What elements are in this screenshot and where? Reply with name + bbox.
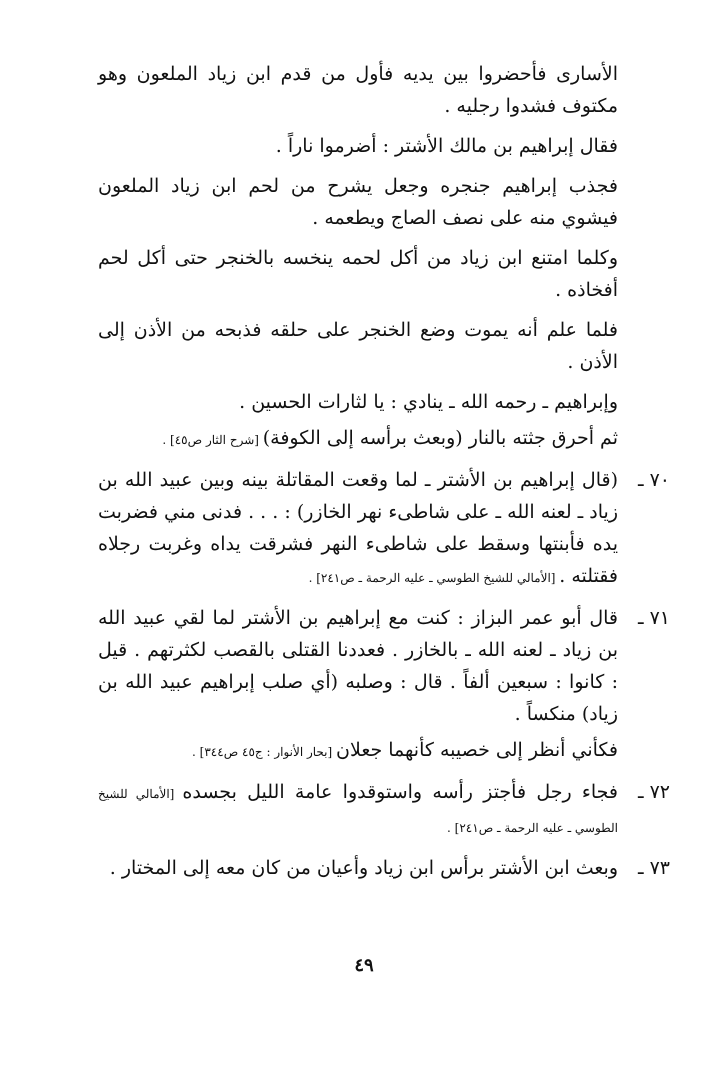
paragraph-text: فلما علم أنه يموت وضع الخنجر على حلقه فذبحه من الأذن إلى الأذن . (98, 319, 618, 373)
source-reference: [شرح الثار ص٤٥] . (162, 433, 263, 447)
paragraph (98, 734, 618, 768)
item-text: فجاء رجل فأجتز رأسه واستوقدوا عامة الليل بجسده (182, 781, 618, 803)
paragraph (98, 170, 618, 234)
source-reference: [الأمالي للشيخ الطوسي ـ عليه الرحمة ـ ص٢٤١] . (308, 571, 560, 585)
item-text: قال أبو عمر البزاز : كنت مع إبراهيم بن الأشتر لما لقي عبيد الله بن زياد ـ لعنه الله ـ بالخازر . فعددنا القتلى بالقصب لكثرتهم . قيل : كانوا : سبعين ألفاً . قال : وصلبه (أي صلب إبراهيم عبيد الله بن زياد) منكساً . (98, 607, 618, 725)
item-number: ٧٣ ـ (637, 857, 670, 879)
item-text: (قال إبراهيم بن الأشتر ـ لما وقعت المقاتلة بينه وبين عبيد الله بن زياد ـ لعنه الله ـ على شاطىء نهر الخازر) : . . . فدنى مني فضربت يده فأبنتها وسقط على شاطىء النهر فشرقت يداه وغربت رجلاه فقتلته . (98, 469, 618, 587)
paragraph-text: فقال إبراهيم بن مالك الأشتر : أضرموا ناراً . (275, 135, 618, 157)
paragraph-text: الأسارى فأحضروا بين يديه فأول من قدم ابن زياد الملعون وهو مكتوف فشدوا رجليه . (98, 63, 618, 117)
numbered-item (98, 852, 670, 884)
paragraph (98, 58, 618, 122)
numbered-item (98, 776, 670, 844)
paragraph-text: فجذب إبراهيم جنجره وجعل يشرح من لحم ابن زياد الملعون فيشوي منه على نصف الصاج ويطعمه . (98, 175, 618, 229)
page-number: ٤٩ (354, 955, 374, 976)
source-reference: [بحار الأنوار : ج٤٥ ص٣٤٤] . (192, 745, 337, 759)
paragraph-text: فكأني أنظر إلى خصيبه كأنهما جعلان (336, 739, 618, 761)
numbered-item (98, 602, 670, 730)
item-number: ٧٢ ـ (637, 781, 670, 803)
paragraph-text: ثم أحرق جثته بالنار (وبعث برأسه إلى الكوفة) (262, 427, 618, 449)
paragraph (98, 314, 618, 378)
paragraph-text: وكلما امتنع ابن زياد من أكل لحمه ينخسه بالخنجر حتى أكل لحم أفخاذه . (98, 247, 618, 301)
paragraph (98, 386, 618, 418)
paragraph (98, 422, 618, 456)
paragraph (98, 130, 618, 162)
source-reference: [الأمالي للشيخ الطوسي ـ عليه الرحمة ـ ص٢٤١] . (98, 787, 618, 835)
numbered-item (98, 464, 670, 594)
paragraph (98, 242, 618, 306)
page-body (98, 58, 670, 892)
item-number: ٧١ ـ (637, 607, 670, 629)
item-text: وبعث ابن الأشتر برأس ابن زياد وأعيان من كان معه إلى المختار . (109, 857, 618, 879)
paragraph-text: وإبراهيم ـ رحمه الله ـ ينادي : يا لثارات الحسين . (239, 391, 618, 413)
item-number: ٧٠ ـ (637, 469, 670, 491)
